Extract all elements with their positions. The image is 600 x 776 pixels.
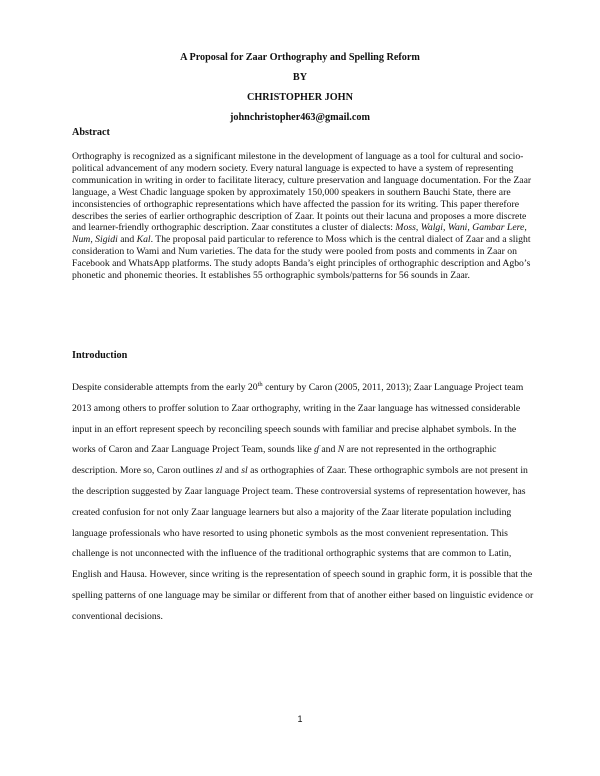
intro-text-2: century by Caron (2005, 2011, 2013); Zaar Language Project team 2013 among others to proffer solution to Zaar orthography, writing in the Zaar language has witnessed considerable input in an effort represent speech by reconciling speech sounds with familiar and precise alphabet symbols. In the works of Caron and Zaar Language Project Team, sounds like: [72, 382, 524, 456]
abstract-text-2: . The proposal paid particular to reference to Moss which is the central dialect of Zaar and a slight consideration to Wami and Num varieties. The data for the study were pooled from posts and comments in Zaar on Facebook and WhatsApp platforms. The study adopts Banda’s eight principles of orthographic description and Agbo’s phonetic and phonemic theories. It establishes 55 orthographic symbols/patterns for 56 sounds in Zaar.: [72, 234, 531, 282]
abstract-paragraph: [72, 151, 542, 282]
intro-text-4: are not represented in the orthographic description. More so, Caron outlines: [72, 444, 497, 477]
title-block: [72, 48, 528, 128]
paper-title: A Proposal for Zaar Orthography and Spelling Reform: [180, 52, 420, 63]
sep: ,: [415, 222, 421, 234]
ordinal-suffix: th: [257, 380, 263, 388]
intro-text-1: Despite considerable attempts from the early 20: [72, 382, 258, 393]
dialect-wani: Wani: [447, 222, 468, 234]
dialect-walgi: Walgi: [420, 222, 443, 234]
author-email: johnchristopher463@gmail.com: [230, 112, 370, 123]
introduction-heading: Introduction: [72, 350, 128, 361]
dialect-moss: Moss: [395, 222, 416, 234]
abstract-heading: Abstract: [72, 127, 110, 138]
abstract-text-1: Orthography is recognized as a significant milestone in the development of language as a tool for cultural and socio-political advancement of any modern society. Every natural language is expected to have a system of representing communication in writing in order to facilitate literacy, culture preservation and language documentation. For the Zaar language, a West Chadic language spoken by approximately 150,000 speakers in southern Bauchi State, there are inconsistencies of orthographic representations which have affected the passion for its writing. This paper therefore describes the series of earlier orthographic description of Zaar. It points out their lacuna and proposes a more discrete and learner-friendly orthographic description. Zaar constitutes a cluster of dialects:: [72, 151, 532, 234]
sep: ,: [90, 234, 96, 246]
intro-text-6: as orthographies of Zaar. These orthographic symbols are not present in the description suggested by Zaar language Project team. These controversial systems of representation however, has created confusion for not only Zaar language learners but also a majority of the Zaar literate population including language professionals who have resorted to using phonetic symbols as the most convenient representation. This challenge is not unconnected with the influence of the traditional orthographic systems that are common to Latin, English and Hausa. However, since writing is the representation of speech sound in graphic form, it is possible that the spelling patterns of one language may be similar or different from that of another either based on linguistic evidence or conventional decisions.: [72, 465, 534, 622]
introduction-paragraph: [72, 378, 542, 628]
dialect-sigidi: Sigidi: [95, 234, 118, 246]
symbol-sl: sl: [241, 465, 248, 477]
dialect-kal: Kal: [136, 234, 151, 246]
by-line: BY: [292, 72, 308, 83]
symbol-implosive-g: ɠ: [314, 444, 319, 456]
author-name: CHRISTOPHER JOHN: [247, 92, 353, 103]
sep: ,: [442, 222, 448, 234]
symbol-n: N: [337, 444, 345, 456]
dialect-gambar-lere: Gambar Lere: [472, 222, 525, 234]
dialect-num: Num: [72, 234, 91, 246]
sep: and: [117, 234, 137, 246]
intro-text-5: and: [222, 465, 242, 477]
intro-text-3: and: [318, 444, 338, 456]
symbol-zl: zl: [215, 465, 223, 477]
page-number: 1: [297, 714, 303, 724]
sep: ,: [524, 222, 527, 234]
sep: ,: [467, 222, 473, 234]
